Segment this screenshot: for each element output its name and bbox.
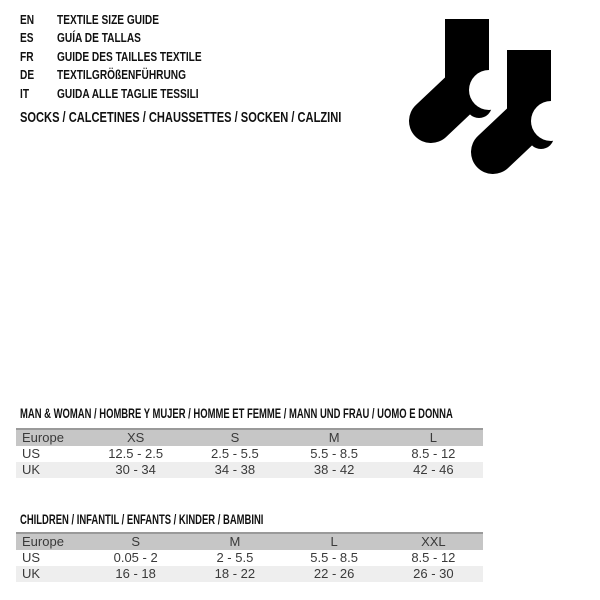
column-header: XXL <box>421 534 446 549</box>
size-cell: 12.5 - 2.5 <box>108 446 164 461</box>
size-cell: 22 - 26 <box>313 566 355 581</box>
size-cell: 5.5 - 8.5 <box>310 550 358 565</box>
region-label: UK <box>22 566 41 581</box>
language-code: FR <box>20 48 34 64</box>
size-cell: 5.5 - 8.5 <box>310 446 358 461</box>
size-table-adults <box>16 428 483 478</box>
socks-icon <box>405 15 585 185</box>
children-header-row <box>16 533 483 550</box>
language-label: TEXTILE SIZE GUIDE <box>57 12 159 27</box>
language-label: GUIDE DES TAILLES TEXTILE <box>57 48 202 64</box>
size-cell: 0.05 - 2 <box>113 550 158 565</box>
language-code: ES <box>20 30 34 46</box>
region-label: US <box>22 550 41 565</box>
language-label: GUIDA ALLE TAGLIE TESSILI <box>57 85 199 101</box>
language-row-es <box>20 29 242 47</box>
size-cell: 26 - 30 <box>413 566 454 581</box>
children-table-title: CHILDREN / INFANTIL / ENFANTS / KINDER / BAMBINI <box>20 512 264 527</box>
column-header: L <box>330 534 338 549</box>
language-row-en <box>20 11 242 29</box>
language-row-it <box>20 85 242 103</box>
column-header: S <box>230 430 240 445</box>
language-code: IT <box>20 85 30 101</box>
category-title: SOCKS / CALCETINES / CHAUSSETTES / SOCKEN / CALZINI <box>20 109 342 126</box>
size-cell: 2 - 5.5 <box>216 550 254 565</box>
size-cell: 2.5 - 5.5 <box>211 446 259 461</box>
language-row-fr <box>20 48 242 66</box>
table-row-uk <box>16 566 483 582</box>
language-label: TEXTILGRÖßENFÜHRUNG <box>57 67 187 83</box>
table-row-us <box>16 446 483 462</box>
size-table-children <box>16 532 483 582</box>
column-header: Europe <box>22 534 64 549</box>
size-cell: 8.5 - 12 <box>411 446 456 461</box>
column-header: L <box>429 430 437 445</box>
size-cell: 30 - 34 <box>115 462 156 477</box>
column-header: M <box>328 430 340 445</box>
size-cell: 42 - 46 <box>413 462 454 477</box>
language-row-de <box>20 66 242 84</box>
adults-header-row <box>16 429 483 446</box>
region-label: US <box>22 446 41 461</box>
language-code: EN <box>20 12 35 27</box>
language-code: DE <box>20 67 35 83</box>
sock-back-shape <box>431 19 509 121</box>
region-label: UK <box>22 462 41 477</box>
size-cell: 38 - 42 <box>313 462 355 477</box>
column-header: M <box>229 534 241 549</box>
size-cell: 34 - 38 <box>214 462 256 477</box>
size-cell: 16 - 18 <box>115 566 156 581</box>
language-label: GUÍA DE TALLAS <box>57 30 141 46</box>
size-cell: 18 - 22 <box>214 566 256 581</box>
table-row-us <box>16 550 483 566</box>
adults-table-title: MAN & WOMAN / HOMBRE Y MUJER / HOMME ET FEMME / MANN UND FRAU / UOMO E DONNA <box>20 406 453 421</box>
table-row-uk <box>16 462 483 478</box>
column-header: S <box>131 534 140 549</box>
size-cell: 8.5 - 12 <box>411 550 456 565</box>
column-header: Europe <box>22 430 64 445</box>
column-header: XS <box>126 430 145 445</box>
language-guide-list <box>20 11 242 103</box>
